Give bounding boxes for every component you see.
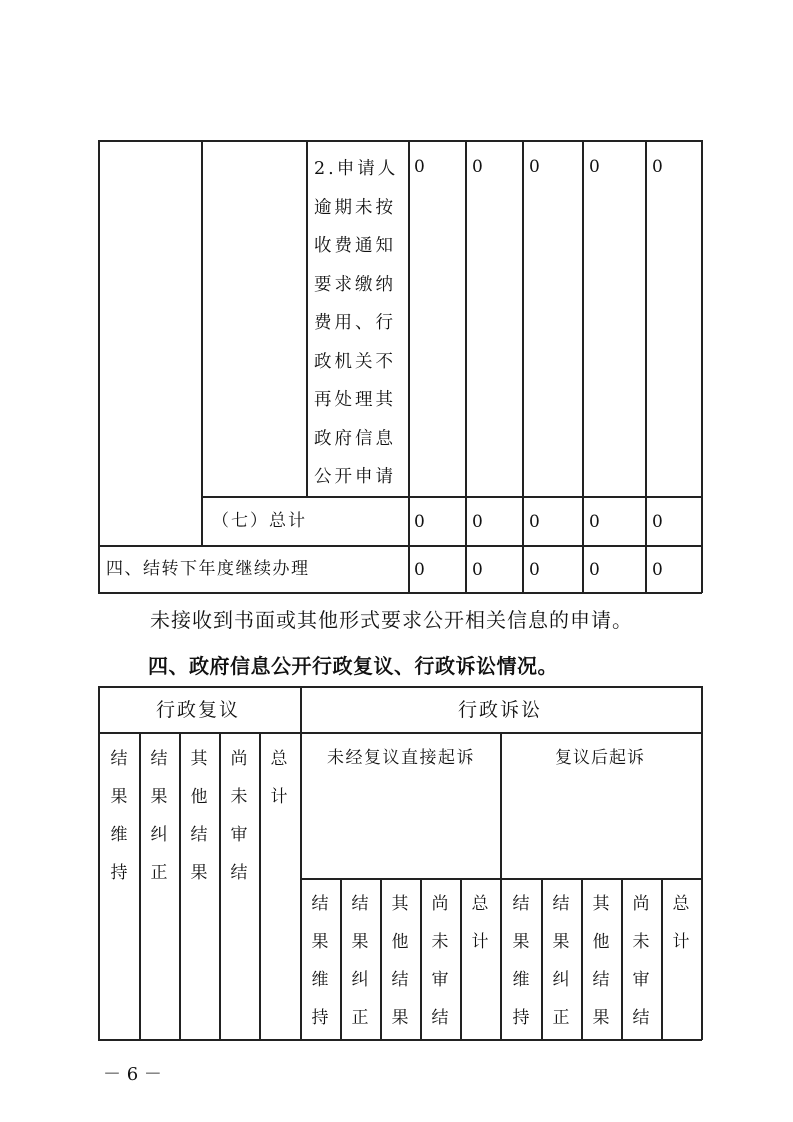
total-value: 0 xyxy=(529,512,540,532)
page-number: － 6 － xyxy=(103,1064,162,1085)
after-col-other: 其他结果 xyxy=(592,894,610,1028)
reason-2-value: 0 xyxy=(414,157,425,177)
review-header: 行政复议 xyxy=(156,699,241,721)
carry-over-value: 0 xyxy=(652,560,663,580)
note-paragraph: 未接收到书面或其他形式要求公开相关信息的申请。 xyxy=(150,608,633,632)
review-col-total: 总计 xyxy=(270,749,288,807)
reason-2-value: 0 xyxy=(529,157,540,177)
litigation-header: 行政诉讼 xyxy=(458,699,543,721)
total-value: 0 xyxy=(652,512,663,532)
reason-2-value: 0 xyxy=(589,157,600,177)
direct-col-corrected: 结果纠正 xyxy=(351,894,369,1028)
reason-2-label: 2.申请人逾期未按收费通知要求缴纳费用、行政机关不再处理其政府信息公开申请 xyxy=(314,159,399,487)
reason-2-value: 0 xyxy=(652,157,663,177)
section-title: 四、政府信息公开行政复议、行政诉讼情况。 xyxy=(148,654,558,678)
total-value: 0 xyxy=(472,512,483,532)
direct-col-upheld: 结果维持 xyxy=(311,894,329,1028)
total-label: （七）总计 xyxy=(212,511,307,531)
review-col-corrected: 结果纠正 xyxy=(150,749,168,883)
total-value: 0 xyxy=(414,512,425,532)
after-col-total: 总计 xyxy=(672,894,690,952)
after-col-pending: 尚未审结 xyxy=(632,894,650,1028)
reason-2-value: 0 xyxy=(472,157,483,177)
carry-over-value: 0 xyxy=(414,560,425,580)
direct-col-other: 其他结果 xyxy=(391,894,409,1028)
carry-over-value: 0 xyxy=(472,560,483,580)
carry-over-value: 0 xyxy=(529,560,540,580)
after-review-suit-header: 复议后起诉 xyxy=(555,748,645,768)
direct-col-pending: 尚未审结 xyxy=(431,894,449,1028)
direct-col-total: 总计 xyxy=(471,894,489,952)
after-col-upheld: 结果维持 xyxy=(512,894,530,1028)
review-col-upheld: 结果维持 xyxy=(110,749,128,883)
carry-over-label: 四、结转下年度继续办理 xyxy=(106,559,310,579)
direct-suit-header: 未经复议直接起诉 xyxy=(327,748,475,768)
review-col-pending: 尚未审结 xyxy=(230,749,248,883)
after-col-corrected: 结果纠正 xyxy=(552,894,570,1028)
total-value: 0 xyxy=(589,512,600,532)
review-col-other: 其他结果 xyxy=(190,749,208,883)
carry-over-value: 0 xyxy=(589,560,600,580)
